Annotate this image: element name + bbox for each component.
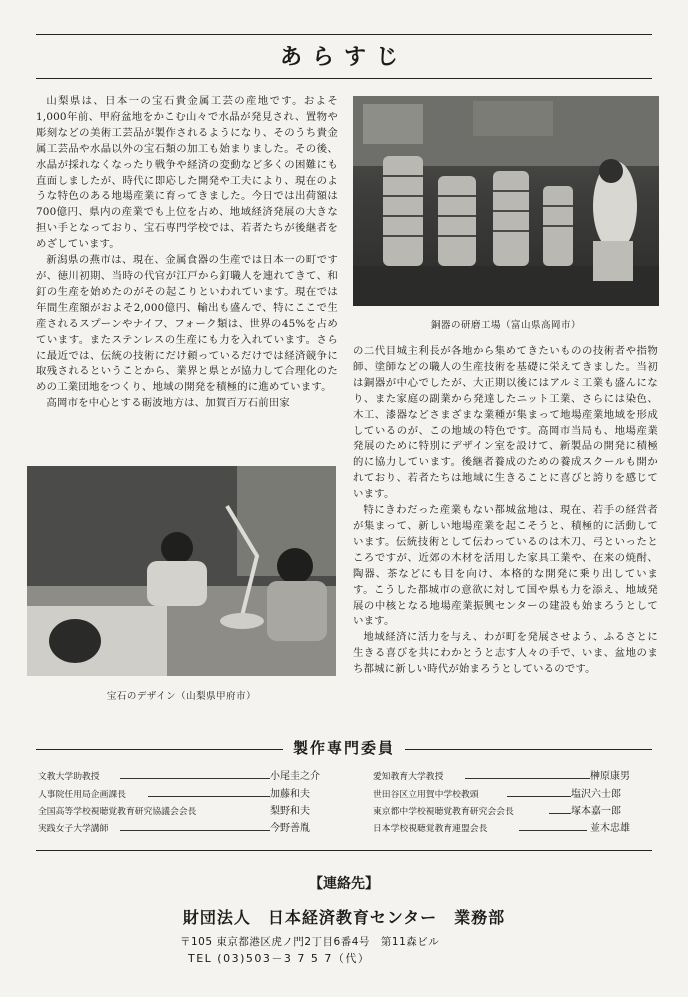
- committee-member: 日本学校視聴覚教育連盟会長 並木忠雄: [373, 823, 630, 834]
- committee-member: 東京都中学校視聴覚教育研究会会長 塚本嘉一郎: [373, 806, 621, 817]
- address: 〒105 東京都港区虎ノ門2丁目6番4号 第11森ビル: [180, 936, 440, 948]
- paragraph-tsubame: 新潟県の燕市は、現在、金属食器の生産では日本一の町ですが、徳川初期、当時の代官が江戸から釘職人を連れてきて、和釘の生産を始めたのがその起こりといわれています。現在では年間生産額がおよそ2,000億円、輸出も盛んで、特にここで生産されるスプーンやナイフ、フォーク類は、世界の45%を占めています。またステンレスの生産にも力を入れています。さらに最近では、伝統の技術にだけ頼っているだけでは経済競争に取残されるということから、業界と県とが協力して合理化のための工業団地をつくり、地域の開発を積極的に進めています。: [36, 254, 338, 394]
- committee-title: 製作専門委員: [0, 737, 688, 758]
- left-text-column: [36, 94, 338, 412]
- committee-member: 人事院任用局企画課長 加藤和夫: [38, 789, 310, 800]
- committee-member: 実践女子大学講師 今野善胤: [38, 823, 310, 834]
- paragraph-conclusion: 地域経済に活力を与え、わが町を発展させよう、ふるさとに生きる喜びを共にわかとうと志す人々の手で、いま、盆地のまち都城に新しい時代が始まろうとしているのです。: [353, 631, 658, 676]
- design-scene-illustration: [27, 466, 336, 676]
- committee-member: 全国高等学校視聴覚教育研究協議会会長 梨野和夫: [38, 806, 310, 817]
- bottom-rule: [36, 850, 652, 851]
- paragraph-takaoka-start: 高岡市を中心とする砺波地方は、加賀百万石前田家: [46, 397, 290, 410]
- right-text-column: [353, 344, 658, 678]
- leader-line: [148, 796, 270, 797]
- page-title: あらすじ: [279, 44, 408, 70]
- committee-member: 愛知教育大学教授 榊原康男: [373, 771, 630, 782]
- leader-line: [519, 830, 587, 831]
- committee-member: 世田谷区立用賀中学校教頭 塩沢六士郎: [373, 789, 621, 800]
- leader-line: [507, 796, 571, 797]
- top-rule: [36, 34, 652, 35]
- design-photo-caption: 宝石のデザイン（山梨県甲府市）: [106, 691, 257, 702]
- organization-name: 財団法人 日本経済教育センター 業務部: [182, 908, 506, 927]
- paragraph-yamanashi: 山梨県は、日本一の宝石貴金属工芸の産地です。およそ1,000年前、甲府盆地をかこむ山々で水晶が発見され、置物や彫刻などの美術工芸品が製作されるようになり、そのうち貴金属工芸品や水晶以外の宝石類の加工も始まりました。その後、水晶が採れなくなったり戦争や経済の変動など多くの困難にも直面しましたが、時代に即応した開発や工夫により、現在のような特色のある地場産業に育ってきました。今日では出荷額は700億円、県内の産業でも上位を占め、地域経済発展の大きな担い手となっており、宝石専門学校では、若者たちが後継者をめざしています。: [36, 95, 338, 251]
- leader-line: [120, 778, 270, 779]
- factory-scene-illustration: [353, 96, 659, 306]
- telephone: TEL (03)503－3 7 5 7（代）: [188, 952, 371, 965]
- leader-line: [549, 813, 571, 814]
- factory-photo-caption: 銅器の研磨工場（富山県高岡市）: [430, 320, 581, 331]
- leader-line: [465, 778, 590, 779]
- photo-jewelry-design: [27, 466, 336, 676]
- leader-line: [120, 830, 270, 831]
- paragraph-takaoka-cont: の二代目城主利長が各地から集めてきたいものの技術者や指物師、塗師などの職人の生産技術を基礎に栄えてきました。当初は銅器が中心でしたが、大正期以後にはアルミ工業も盛んになり、また家庭の副業から発達したニット工業、さらには染色、木工、漆器などさまざまな業種が集まって地場産業地域を形成しているのが、この地域の特色です。高岡市当局も、地場産業発展のために特別にデザイン室を設けて、新製品の開発に積極的に協力しています。後継者養成のための養成スクールも開かれており、若者たちは地域に生きることに喜びと誇りを感じています。: [353, 345, 658, 501]
- heading-rule: [36, 78, 652, 79]
- contact-heading: 【連絡先】: [309, 876, 379, 892]
- paragraph-miyakonojo: 特にきわだった産業もない都城盆地は、現在、若手の経営者が集まって、新しい地場産業を起こそうと、積極的に活動しています。伝統技術として伝わっているのは木刀、弓といったところですが、近郊の木材を活用した家具工業や、在来の焼酎、陶器、茶などにも目を向け、本格的な開発に乗り出しています。こうした都城市の意欲に対して国や県も力を添え、地域発展の中核となる地場産業振興センターの建設も始まろうとしています。: [353, 504, 658, 628]
- photo-copper-polishing-factory: [353, 96, 659, 306]
- committee-member: 文教大学助教授 小尾圭之介: [38, 771, 320, 782]
